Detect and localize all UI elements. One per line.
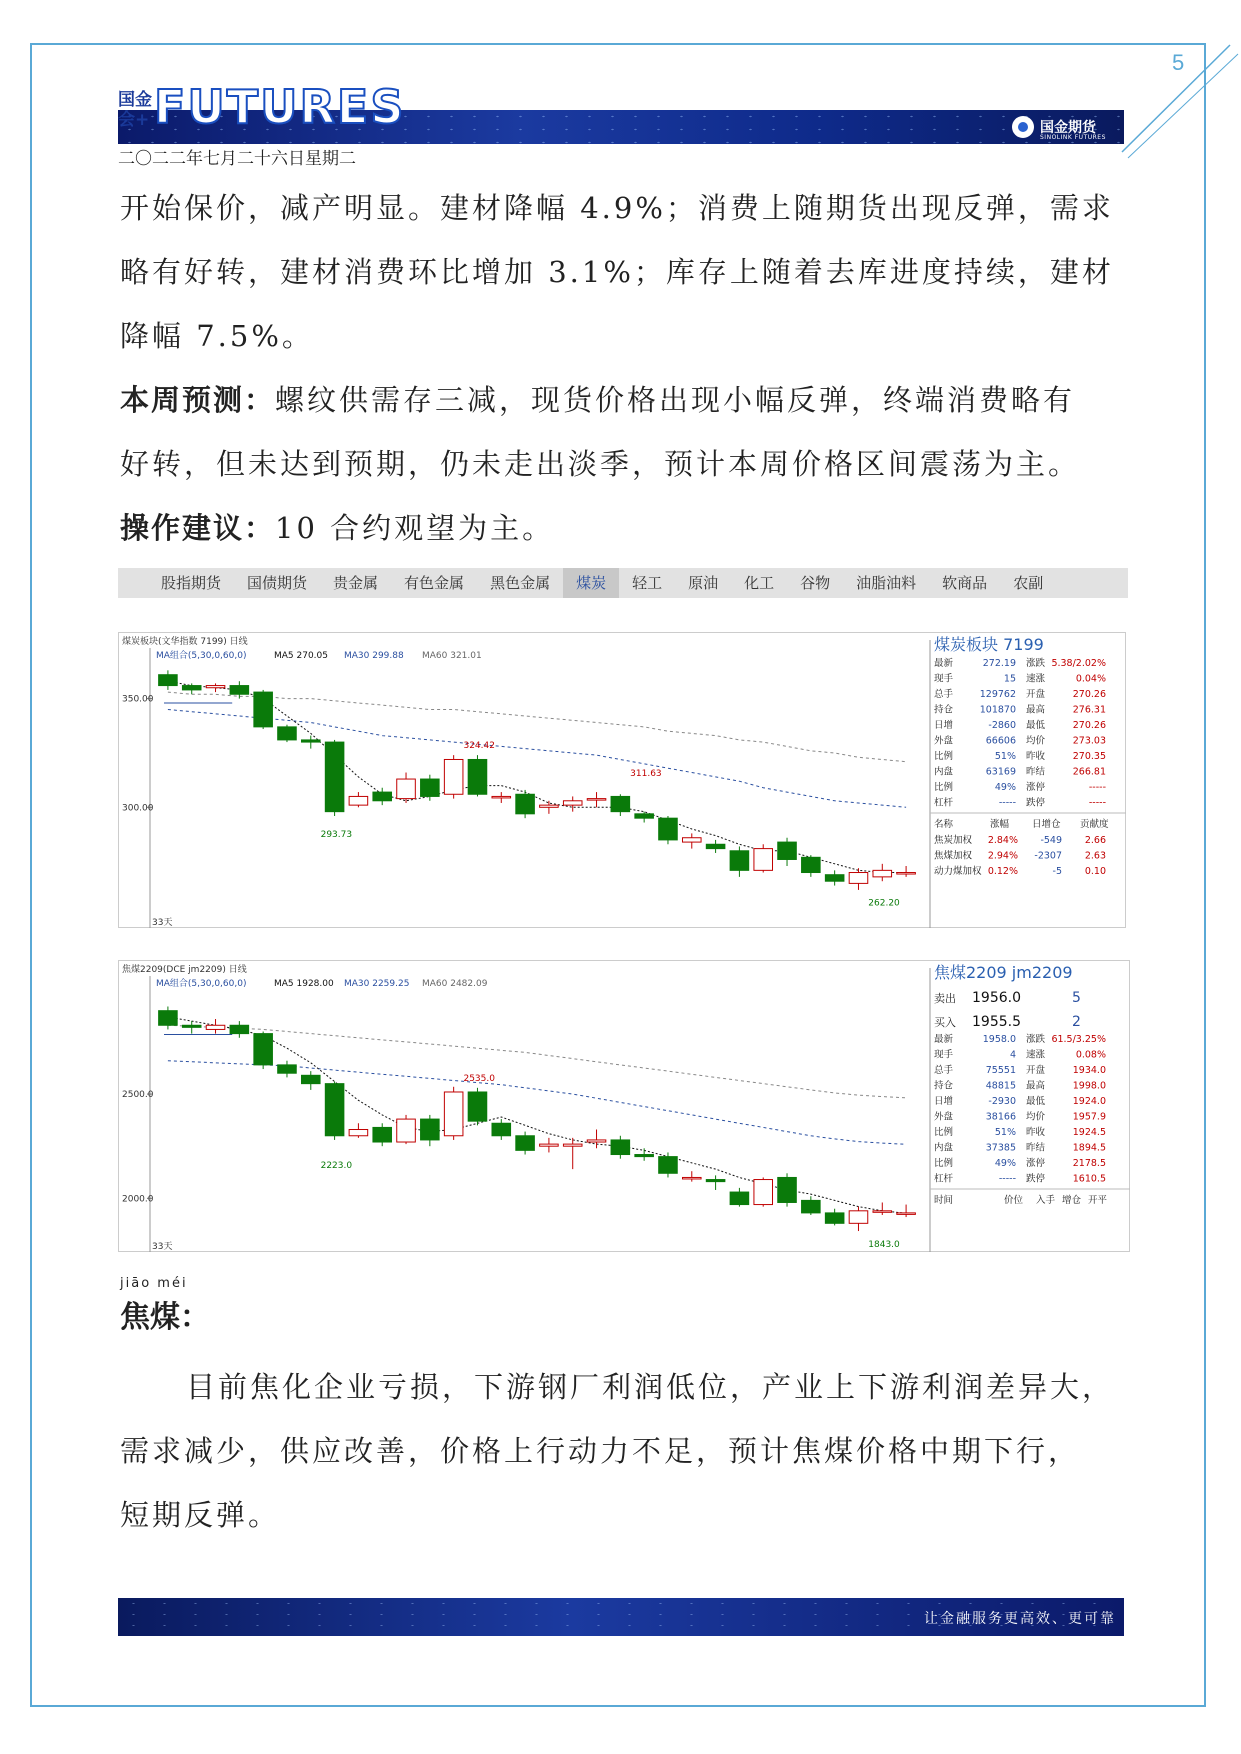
candle-body xyxy=(825,875,844,882)
candle-body xyxy=(873,870,892,877)
quote-field: 日增 xyxy=(934,720,954,731)
price-annotation: 1843.0 xyxy=(868,1240,900,1251)
chart-title: 焦煤2209(DCE jm2209) 日线 xyxy=(122,965,247,975)
sub-header: 日增仓 xyxy=(1032,819,1061,830)
quote-value: 270.26 xyxy=(1072,720,1106,731)
candle-body xyxy=(754,849,773,871)
quote-field: 最新 xyxy=(934,1034,954,1045)
candle-body xyxy=(587,799,606,801)
candle-body xyxy=(349,1130,368,1136)
paragraph-rebar xyxy=(120,176,1130,560)
contract-oi-change: -549 xyxy=(1040,835,1062,846)
ask-price: 1956.0 xyxy=(972,990,1021,1006)
candle-body xyxy=(802,857,821,872)
quote-value: 1958.0 xyxy=(982,1034,1016,1045)
jm-kline-svg xyxy=(118,960,1130,1252)
quote-field: 杠杆 xyxy=(934,1173,954,1185)
quote-value: ----- xyxy=(998,797,1016,809)
days-label: 33天 xyxy=(152,918,173,928)
quote-value: 63169 xyxy=(985,766,1016,778)
candle-body xyxy=(635,814,654,818)
y-tick-label: 350.00 xyxy=(122,694,154,705)
bid-price: 1955.5 xyxy=(972,1014,1021,1030)
quote-field: 比例 xyxy=(934,751,954,762)
quote-field: 速涨 xyxy=(1026,1049,1046,1061)
candle-body xyxy=(611,1140,630,1155)
ask-label: 卖出 xyxy=(934,992,956,1005)
candle-body xyxy=(706,844,725,848)
candle-body xyxy=(540,1144,559,1146)
quote-title: 煤炭板块 7199 xyxy=(934,635,1044,654)
contract-name: 动力煤加权 xyxy=(934,866,982,877)
candle-body xyxy=(373,792,392,801)
candle-body xyxy=(516,1136,535,1151)
quote-value: 51% xyxy=(994,1127,1016,1138)
candle-body xyxy=(563,801,582,805)
contract-name: 焦炭加权 xyxy=(934,835,973,846)
quote-field: 开盘 xyxy=(1026,689,1046,700)
ma30-value: MA30 299.88 xyxy=(344,651,404,661)
chart-title: 煤炭板块(文华指数 7199) 日线 xyxy=(122,637,248,647)
coal-sector-chart xyxy=(118,632,1126,928)
candle-body xyxy=(587,1140,606,1142)
contract-contribution: 2.66 xyxy=(1084,835,1106,846)
text-line: 略有好转，建材消费环比增加 3.1%；库存上随着去库进度持续，建材 xyxy=(120,255,1114,289)
candle-body xyxy=(730,851,749,871)
candle-body xyxy=(468,759,487,794)
y-tick-label: 2000.0 xyxy=(122,1194,154,1205)
candle-body xyxy=(301,1075,320,1083)
bid-label: 买入 xyxy=(934,1016,956,1029)
quote-field: 最低 xyxy=(1026,1096,1046,1107)
candle-body xyxy=(397,779,416,799)
quote-value: 1924.0 xyxy=(1072,1096,1106,1107)
footer-banner xyxy=(118,1598,1124,1636)
quote-field: 持仓 xyxy=(934,704,954,716)
quote-value: -2860 xyxy=(988,720,1016,731)
quote-field: 现手 xyxy=(934,673,954,685)
contract-contribution: 0.10 xyxy=(1084,866,1106,877)
tab-3[interactable]: 贵金属 xyxy=(333,574,379,592)
quote-field: 最低 xyxy=(1026,720,1046,731)
ma60-line xyxy=(168,1025,906,1098)
candle-body xyxy=(230,1025,249,1033)
text-line: 开始保价，减产明显。建材降幅 4.9%；消费上随期货出现反弹，需求 xyxy=(120,191,1114,225)
candle-body xyxy=(182,686,201,690)
sub-header: 时间 xyxy=(934,1195,954,1206)
price-annotation: 311.63 xyxy=(630,769,662,780)
quote-value: 49% xyxy=(994,1158,1016,1169)
tab-5[interactable]: 黑色金属 xyxy=(490,574,551,592)
quote-field: 昨结 xyxy=(1026,1142,1046,1154)
sub-header: 增仓 xyxy=(1062,1195,1082,1206)
tab-7[interactable]: 轻工 xyxy=(632,574,663,592)
ma30-value: MA30 2259.25 xyxy=(344,979,410,989)
quote-field: 日增 xyxy=(934,1096,954,1107)
ask-volume: 5 xyxy=(1072,990,1081,1006)
quote-field: 杠杆 xyxy=(934,797,954,809)
candle-body xyxy=(849,873,868,884)
candle-body xyxy=(421,1119,440,1140)
text-line: 好转，但未达到预期，仍未走出淡季，预计本周价格区间震荡为主。 xyxy=(120,447,1081,481)
quote-field: 均价 xyxy=(1026,735,1046,747)
quote-value: ----- xyxy=(998,1173,1016,1185)
page-number: 5 xyxy=(1172,50,1185,75)
y-tick-label: 2500.0 xyxy=(122,1090,154,1101)
price-annotation: 262.20 xyxy=(868,898,900,909)
quote-value: 0.08% xyxy=(1075,1049,1106,1061)
tab-1[interactable]: 股指期货 xyxy=(161,574,222,592)
candle-body xyxy=(563,1144,582,1146)
tab-10[interactable]: 谷物 xyxy=(800,574,831,592)
candle-body xyxy=(230,686,249,695)
logo-futures: FUTURES xyxy=(154,80,406,134)
quote-value: 37385 xyxy=(985,1142,1016,1154)
tab-2[interactable]: 国债期货 xyxy=(247,574,308,592)
candle-body xyxy=(825,1213,844,1223)
candle-body xyxy=(492,796,511,798)
candle-body xyxy=(159,675,178,686)
sub-header: 名称 xyxy=(934,819,954,830)
quote-field: 内盘 xyxy=(934,766,954,778)
quote-field: 外盘 xyxy=(934,1111,954,1123)
tab-9[interactable]: 化工 xyxy=(744,574,775,592)
quote-field: 昨收 xyxy=(1026,751,1046,762)
candle-body xyxy=(254,692,273,727)
quote-value: 1610.5 xyxy=(1072,1173,1106,1185)
chart-border xyxy=(119,633,1126,928)
candle-body xyxy=(349,796,368,805)
candle-body xyxy=(397,1119,416,1142)
quote-field: 比例 xyxy=(934,1158,954,1169)
quote-value: 1924.5 xyxy=(1072,1127,1106,1138)
quote-field: 开盘 xyxy=(1026,1065,1046,1076)
quote-value: 2178.5 xyxy=(1072,1158,1106,1169)
candle-body xyxy=(206,686,225,688)
candle-body xyxy=(301,740,320,742)
bid-volume: 2 xyxy=(1072,1014,1081,1030)
quote-value: 1957.9 xyxy=(1072,1111,1106,1123)
candle-body xyxy=(421,779,440,796)
candle-body xyxy=(849,1211,868,1224)
candle-body xyxy=(802,1200,821,1213)
candle-body xyxy=(444,1092,463,1136)
candle-body xyxy=(778,1177,797,1202)
text-line: 降幅 7.5%。 xyxy=(120,319,314,353)
quote-field: 现手 xyxy=(934,1049,954,1061)
quote-value: 1998.0 xyxy=(1072,1080,1106,1092)
quote-field: 外盘 xyxy=(934,735,954,747)
quote-field: 涨停 xyxy=(1026,1158,1046,1169)
ma60-value: MA60 2482.09 xyxy=(422,979,488,989)
text-line: 短期反弹。 xyxy=(120,1498,281,1532)
brand-name-cn: 国金期货 xyxy=(1040,120,1096,136)
tab-8[interactable]: 原油 xyxy=(688,574,719,592)
ma-combo-label: MA组合(5,30,0,60,0) xyxy=(156,651,247,661)
quote-value: 0.04% xyxy=(1075,673,1106,685)
quote-value: 101870 xyxy=(979,704,1016,716)
quote-field: 比例 xyxy=(934,782,954,793)
heading-text: 焦煤： xyxy=(120,1300,210,1335)
tab-12[interactable]: 软商品 xyxy=(942,574,988,592)
text-line: 目前焦化企业亏损，下游钢厂利润低位，产业上下游利润差异大， xyxy=(186,1370,1115,1404)
candle-body xyxy=(611,796,630,811)
quote-field: 速涨 xyxy=(1026,673,1046,685)
ma5-value: MA5 1928.00 xyxy=(274,979,334,989)
candle-body xyxy=(706,1180,725,1182)
candle-body xyxy=(278,1065,297,1073)
heading-pinyin: jiāo méi xyxy=(120,1276,188,1291)
quote-field: 最高 xyxy=(1026,704,1046,716)
candle-body xyxy=(278,727,297,740)
contract-change: 0.12% xyxy=(987,866,1018,877)
candle-body xyxy=(682,838,701,842)
candle-body xyxy=(206,1025,225,1029)
ma-combo-label: MA组合(5,30,0,60,0) xyxy=(156,979,247,989)
candle-body xyxy=(159,1011,178,1026)
quote-value: ----- xyxy=(1088,797,1106,809)
candle-body xyxy=(540,805,559,807)
tab-11[interactable]: 油脂油料 xyxy=(856,574,917,592)
candle-body xyxy=(897,1213,916,1215)
ma30-line xyxy=(168,710,906,808)
tab-13[interactable]: 农副 xyxy=(1013,574,1044,592)
candle-body xyxy=(682,1177,701,1179)
quote-field: 最高 xyxy=(1026,1080,1046,1092)
quote-value: 266.81 xyxy=(1072,766,1106,778)
quote-value: 1934.0 xyxy=(1072,1065,1106,1076)
coal-kline-svg xyxy=(118,632,1126,928)
quote-value: 15 xyxy=(1003,673,1016,685)
sub-header: 入手 xyxy=(1036,1195,1056,1206)
quote-value: 49% xyxy=(994,782,1016,793)
candle-body xyxy=(778,842,797,859)
quote-value: 270.26 xyxy=(1072,689,1106,700)
quote-value: 4 xyxy=(1009,1049,1016,1061)
quote-value: 75551 xyxy=(985,1065,1016,1076)
quote-field: 跌停 xyxy=(1026,1173,1046,1185)
quote-field: 涨跌 xyxy=(1026,1034,1046,1045)
quote-value: 129762 xyxy=(979,689,1016,700)
contract-oi-change: -5 xyxy=(1052,866,1062,877)
contract-contribution: 2.63 xyxy=(1084,850,1106,862)
quote-field: 昨收 xyxy=(1026,1127,1046,1138)
candle-body xyxy=(659,818,678,840)
tab-4[interactable]: 有色金属 xyxy=(404,574,465,592)
quote-value: 48815 xyxy=(985,1080,1016,1092)
quote-field: 均价 xyxy=(1026,1111,1046,1123)
forecast-label: 本周预测： xyxy=(120,383,276,417)
sector-tabs xyxy=(118,568,1128,598)
quote-field: 跌停 xyxy=(1026,797,1046,809)
quote-field: 总手 xyxy=(934,1065,954,1076)
candle-body xyxy=(873,1211,892,1213)
report-date: 二〇二二年七月二十六日星期二 xyxy=(118,149,356,169)
quote-value: ----- xyxy=(1088,782,1106,793)
quote-field: 涨跌 xyxy=(1026,658,1046,669)
quote-field: 比例 xyxy=(934,1127,954,1138)
advice-line xyxy=(120,496,1130,560)
candle-body xyxy=(730,1192,749,1205)
logo-cn: 国金会+ xyxy=(118,90,152,130)
quote-value: 272.19 xyxy=(982,658,1016,669)
candle-body xyxy=(325,742,344,812)
quote-value: 276.31 xyxy=(1072,704,1106,716)
sub-header: 开平 xyxy=(1088,1195,1108,1206)
quote-field: 总手 xyxy=(934,689,954,700)
sub-header: 贡献度 xyxy=(1080,819,1109,830)
candle-body xyxy=(897,873,916,875)
ma60-value: MA60 321.01 xyxy=(422,651,482,661)
candle-body xyxy=(635,1155,654,1157)
quote-value: 66606 xyxy=(985,735,1016,747)
forecast-line xyxy=(120,368,1130,432)
footer-slogan: 让金融服务更高效、更可靠 xyxy=(924,1611,1116,1627)
candle-body xyxy=(754,1180,773,1205)
brand-mark-icon xyxy=(1012,116,1034,138)
contract-change: 2.84% xyxy=(987,835,1018,846)
advice-label: 操作建议： xyxy=(120,511,276,545)
quote-value: 1894.5 xyxy=(1072,1142,1106,1154)
price-annotation: 2223.0 xyxy=(320,1160,353,1171)
candle-body xyxy=(444,759,463,794)
price-annotation: 2535.0 xyxy=(463,1073,495,1084)
candle-body xyxy=(182,1025,201,1027)
paragraph-coking-coal xyxy=(120,1355,1130,1547)
text-line: 需求减少，供应改善，价格上行动力不足，预计焦煤价格中期下行， xyxy=(120,1434,1081,1468)
contract-oi-change: -2307 xyxy=(1034,850,1062,862)
sub-header: 价位 xyxy=(1004,1195,1024,1206)
quote-field: 持仓 xyxy=(934,1080,954,1092)
quote-value: 38166 xyxy=(985,1111,1016,1123)
price-annotation: 324.42 xyxy=(463,741,495,752)
quote-field: 内盘 xyxy=(934,1142,954,1154)
quote-title: 焦煤2209 jm2209 xyxy=(934,963,1073,982)
days-label: 33天 xyxy=(152,1242,173,1252)
quote-value: -2930 xyxy=(988,1096,1016,1107)
ma5-value: MA5 270.05 xyxy=(274,651,328,661)
quote-value: 61.5/3.25% xyxy=(1051,1034,1106,1045)
candle-body xyxy=(254,1034,273,1065)
candle-body xyxy=(659,1157,678,1174)
contract-name: 焦煤加权 xyxy=(934,850,973,862)
candle-body xyxy=(516,794,535,814)
sub-header: 涨幅 xyxy=(990,819,1010,830)
candle-body xyxy=(492,1123,511,1136)
candle-body xyxy=(325,1084,344,1136)
candle-body xyxy=(373,1127,392,1142)
quote-field: 最新 xyxy=(934,658,954,669)
corner-decoration xyxy=(1110,40,1240,160)
quote-value: 270.35 xyxy=(1072,751,1106,762)
contract-change: 2.94% xyxy=(987,850,1018,862)
quote-field: 涨停 xyxy=(1026,782,1046,793)
advice-text: 10 合约观望为主。 xyxy=(275,511,555,545)
quote-field: 昨结 xyxy=(1026,766,1046,778)
tab-6[interactable]: 煤炭 xyxy=(563,568,619,598)
forecast-text: 螺纹供需存三减，现货价格出现小幅反弹，终端消费略有 xyxy=(275,383,1076,417)
quote-value: 51% xyxy=(994,751,1016,762)
quote-value: 5.38/2.02% xyxy=(1051,658,1106,669)
price-annotation: 293.73 xyxy=(320,829,353,840)
brand-name-en: SINOLINK FUTURES xyxy=(1040,134,1106,141)
quote-value: 273.03 xyxy=(1072,735,1106,747)
coking-coal-chart xyxy=(118,960,1130,1252)
y-tick-label: 300.00 xyxy=(122,803,154,814)
candle-body xyxy=(468,1092,487,1121)
